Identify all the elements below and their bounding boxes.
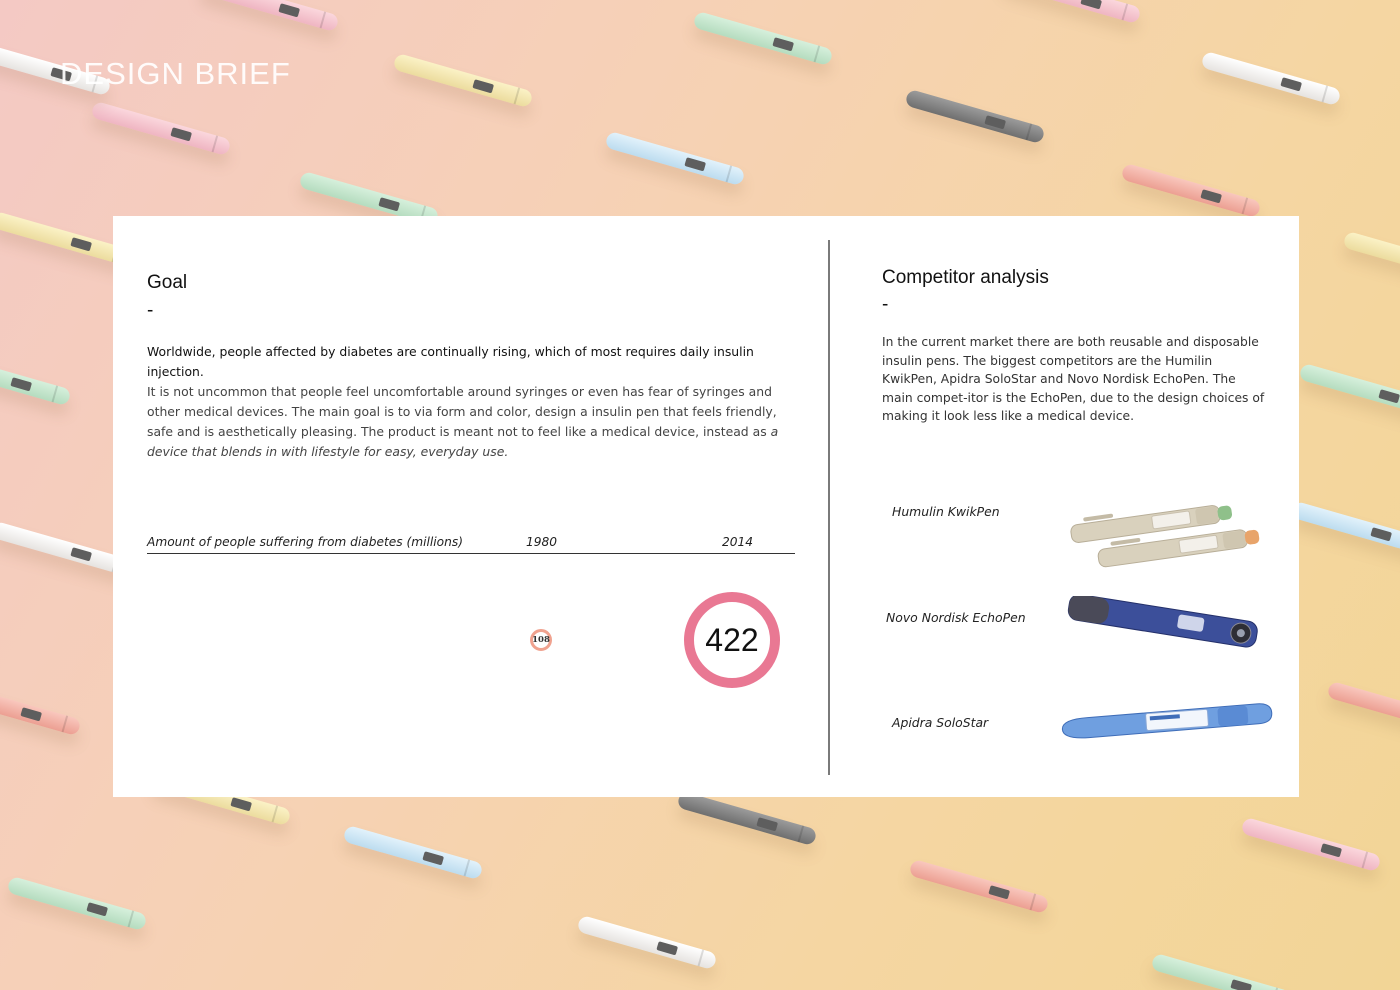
year-1980-label: 1980 <box>526 535 558 549</box>
goal-body-text: It is not uncommon that people feel uncomfortable around syringes or even has fear of syringes and other medical devices. The main goal is to via form and color, design a insulin pen that feels friendly, safe and is aesthetically pleasing. The product is meant not to feel like a medical device, instead as <box>147 384 777 439</box>
competitor-dash: - <box>882 294 889 315</box>
novo-nordisk-echopen-image <box>1065 596 1263 656</box>
value-1980-bubble: 108 <box>530 629 552 651</box>
column-divider <box>828 240 830 775</box>
apidra-solostar-image <box>1058 700 1280 740</box>
humulin-kwikpen-image <box>1068 498 1268 568</box>
product-name-humulin: Humulin KwikPen <box>892 504 1000 519</box>
stat-label: Amount of people suffering from diabetes (millions) <box>147 535 463 549</box>
value-2014-bubble: 422 <box>684 592 780 688</box>
brief-card <box>113 216 1299 797</box>
product-name-echopen: Novo Nordisk EchoPen <box>886 610 1026 625</box>
diabetes-stat-header <box>147 535 795 554</box>
goal-heading: Goal <box>147 272 188 293</box>
year-2014-label: 2014 <box>722 535 754 549</box>
product-name-solostar: Apidra SoloStar <box>892 715 989 730</box>
goal-paragraph <box>147 342 797 462</box>
page-title: DESIGN BRIEF <box>60 56 291 91</box>
competitor-heading: Competitor analysis <box>882 267 1049 288</box>
goal-lead-sentence: Worldwide, people affected by diabetes are continually rising, which of most requires daily insulin injection. <box>147 344 754 379</box>
goal-italic-text: a device that blends in with lifestyle for easy, everyday use. <box>147 424 779 459</box>
goal-dash: - <box>147 300 154 321</box>
competitor-paragraph: In the current market there are both reusable and disposable insulin pens. The biggest competitors are the Humilin KwikPen, Apidra SoloStar and Novo Nordisk EchoPen. The main compet-itor is the EchoPen, due to the design choices of making it look less like a medical device. <box>882 335 1265 423</box>
